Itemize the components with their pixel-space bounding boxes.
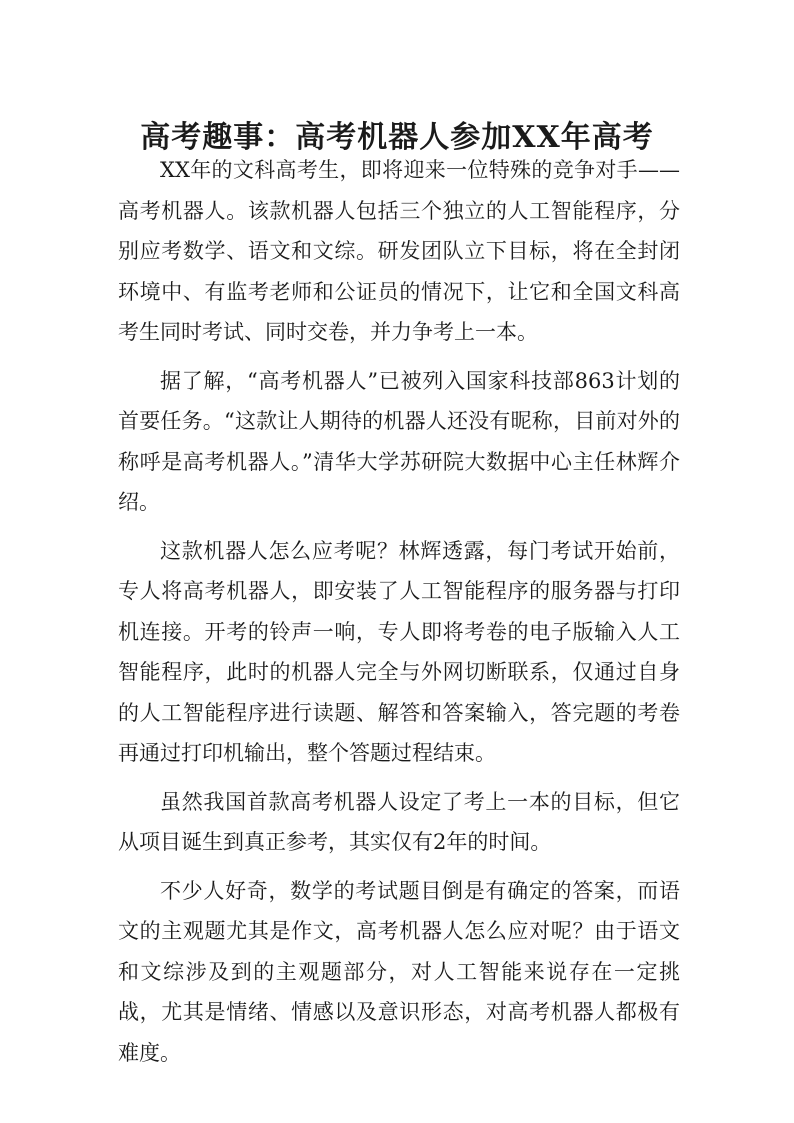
paragraph: XX年的文科高考生，即将迎来一位特殊的竞争对手——高考机器人。该款机器人包括三个独立的人工智能程序，分别应考数学、语文和文综。研发团队立下目标，将在全封闭环境中、有监考老师和公证员的情况下，让它和全国文科高考生同时考试、同时交卷，并力争考上一本。	[118, 158, 680, 344]
article-body	[118, 150, 680, 1073]
paragraph: 据了解，“高考机器人”已被列入国家科技部863计划的首要任务。“这款让人期待的机器人还没有昵称，目前对外的称呼是高考机器人。”清华大学苏研院大数据中心主任林辉介绍。	[118, 368, 680, 514]
paragraph: 虽然我国首款高考机器人设定了考上一本的目标，但它从项目诞生到真正参考，其实仅有2年的时间。	[118, 789, 680, 854]
paragraph: 这款机器人怎么应考呢？林辉透露，每门考试开始前，专人将高考机器人，即安装了人工智能程序的服务器与打印机连接。开考的铃声一响，专人即将考卷的电子版输入人工智能程序，此时的机器人完全与外网切断联系，仅通过自身的人工智能程序进行读题、解答和答案输入，答完题的考卷再通过打印机输出，整个答题过程结束。	[118, 538, 680, 765]
page-title: 高考趣事：高考机器人参加XX年高考	[140, 120, 654, 156]
paragraph: 不少人好奇，数学的考试题目倒是有确定的答案，而语文的主观题尤其是作文，高考机器人怎么应对呢？由于语文和文综涉及到的主观题部分，对人工智能来说存在一定挑战，尤其是情绪、情感以及意识形态，对高考机器人都极有难度。	[118, 878, 680, 1065]
